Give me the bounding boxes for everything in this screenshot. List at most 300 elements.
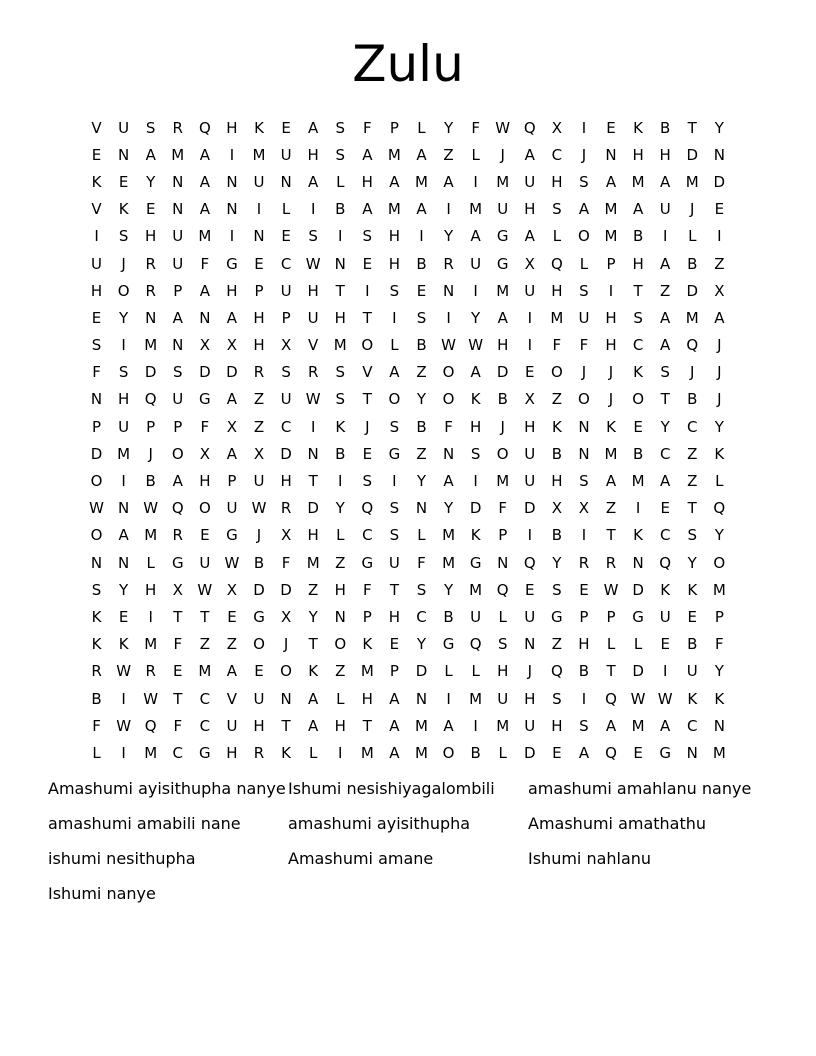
grid-letter: L — [715, 472, 724, 491]
grid-letter: S — [687, 526, 698, 545]
grid-letter: E — [91, 308, 102, 327]
grid-letter: G — [199, 743, 211, 762]
grid-letter: S — [389, 499, 400, 518]
grid-letter: F — [173, 635, 183, 654]
grid-letter: N — [253, 227, 265, 246]
grid-letter: L — [444, 662, 453, 681]
grid-letter: N — [226, 172, 238, 191]
grid-letter: H — [361, 689, 373, 708]
grid-letter: V — [308, 336, 319, 355]
grid-letter: W — [116, 716, 132, 735]
grid-letter: Q — [550, 662, 563, 681]
grid-letter: A — [660, 172, 671, 191]
grid-letter: H — [361, 172, 373, 191]
grid-letter: U — [199, 553, 211, 572]
grid-letter: K — [470, 526, 481, 545]
grid-letter: Z — [226, 635, 238, 654]
grid-letter: A — [308, 172, 319, 191]
grid-letter: A — [443, 472, 454, 491]
grid-letter: G — [388, 444, 401, 463]
grid-letter: A — [660, 716, 671, 735]
grid-letter: U — [524, 607, 536, 626]
grid-letter: I — [148, 607, 153, 626]
grid-letter: M — [604, 444, 618, 463]
grid-letter: H — [253, 336, 265, 355]
grid-letter: S — [633, 308, 643, 327]
grid-letter: S — [173, 363, 183, 382]
grid-letter: U — [226, 499, 238, 518]
grid-letter: S — [335, 363, 345, 382]
grid-letter: G — [171, 553, 184, 572]
grid-letter: H — [145, 227, 157, 246]
grid-letter: B — [578, 662, 590, 681]
grid-letter: K — [714, 689, 725, 708]
grid-letter: O — [496, 444, 509, 463]
grid-letter: S — [362, 227, 373, 246]
grid-letter: W — [441, 336, 456, 355]
grid-letter: X — [551, 118, 562, 137]
grid-letter: A — [416, 145, 427, 164]
grid-letter: S — [389, 526, 400, 545]
grid-letter: M — [469, 200, 483, 219]
grid-letter: D — [632, 662, 644, 681]
grid-row — [83, 631, 733, 658]
grid-letter: E — [281, 118, 291, 137]
grid-letter: A — [362, 200, 373, 219]
grid-letter: G — [496, 254, 509, 273]
grid-letter: J — [256, 526, 262, 545]
grid-letter: A — [389, 743, 400, 762]
grid-letter: M — [496, 716, 510, 735]
grid-letter: J — [717, 390, 722, 409]
grid-letter: T — [660, 390, 670, 409]
grid-letter: I — [446, 308, 451, 327]
grid-letter: E — [362, 254, 373, 273]
grid-letter: C — [687, 417, 698, 436]
grid-letter: I — [662, 227, 668, 246]
grid-letter: H — [551, 172, 563, 191]
grid-letter: J — [690, 363, 695, 382]
grid-letter: F — [579, 336, 589, 355]
grid-letter: R — [145, 662, 156, 681]
grid-letter: H — [551, 716, 563, 735]
grid-letter: A — [226, 662, 238, 681]
grid-letter: N — [90, 390, 103, 409]
grid-letter: H — [524, 417, 536, 436]
grid-letter: M — [469, 580, 483, 599]
grid-letter: N — [334, 254, 346, 273]
grid-letter: D — [280, 444, 292, 463]
grid-letter: B — [91, 689, 102, 708]
grid-letter: F — [200, 254, 210, 273]
grid-letter: M — [144, 743, 158, 762]
grid-letter: A — [308, 118, 319, 137]
grid-letter: X — [253, 444, 265, 463]
grid-letter: A — [362, 145, 373, 164]
grid-letter: E — [416, 281, 427, 300]
grid-letter: A — [524, 227, 535, 246]
grid-letter: N — [334, 607, 346, 626]
grid-letter: D — [199, 363, 211, 382]
grid-letter: B — [551, 444, 563, 463]
grid-letter: T — [362, 390, 372, 409]
grid-letter: N — [524, 635, 536, 654]
grid-letter: H — [334, 716, 346, 735]
grid-letter: B — [335, 200, 346, 219]
grid-letter: Q — [496, 580, 509, 599]
grid-letter: N — [118, 553, 130, 572]
grid-letter: N — [307, 444, 319, 463]
grid-letter: A — [660, 472, 671, 491]
word-list-item: Ishumi nahlanu — [528, 849, 652, 868]
grid-letter: U — [524, 472, 536, 491]
grid-letter: J — [717, 363, 722, 382]
grid-letter: T — [362, 308, 372, 327]
grid-letter: N — [686, 743, 698, 762]
grid-letter: X — [280, 336, 292, 355]
grid-letter: H — [578, 635, 590, 654]
grid-letter: M — [496, 172, 510, 191]
grid-letter: S — [579, 281, 589, 300]
grid-letter: Y — [714, 526, 724, 545]
grid-letter: B — [632, 227, 644, 246]
grid-letter: T — [308, 472, 318, 491]
grid-letter: Z — [714, 254, 725, 273]
grid-letter: Y — [119, 580, 129, 599]
grid-letter: U — [307, 308, 319, 327]
grid-letter: D — [307, 499, 319, 518]
grid-letter: S — [660, 363, 670, 382]
grid-letter: C — [659, 444, 671, 463]
grid-letter: F — [471, 118, 480, 137]
grid-letter: I — [473, 172, 478, 191]
grid-letter: L — [417, 118, 426, 137]
grid-letter: J — [608, 363, 614, 382]
grid-letter: N — [172, 172, 184, 191]
grid-letter: S — [118, 363, 129, 382]
grid-letter: L — [308, 743, 318, 762]
grid-letter: I — [527, 336, 532, 355]
grid-letter: J — [581, 363, 587, 382]
grid-letter: A — [145, 145, 156, 164]
grid-letter: S — [470, 444, 481, 463]
grid-letter: U — [524, 716, 536, 735]
grid-letter: M — [631, 716, 645, 735]
grid-letter: H — [307, 145, 319, 164]
grid-letter: A — [605, 716, 617, 735]
grid-letter: A — [714, 308, 725, 327]
grid-letter: U — [497, 689, 509, 708]
grid-letter: M — [415, 172, 428, 191]
grid-letter: D — [632, 580, 644, 599]
grid-letter: G — [226, 526, 238, 545]
grid-letter: S — [145, 118, 156, 137]
grid-letter: I — [94, 227, 99, 246]
grid-letter: D — [524, 499, 536, 518]
grid-letter: N — [90, 553, 103, 572]
grid-letter: D — [469, 499, 482, 518]
grid-letter: M — [550, 308, 564, 327]
grid-letter: K — [118, 200, 129, 219]
grid-letter: S — [91, 580, 102, 599]
grid-row — [83, 277, 733, 304]
grid-letter: S — [416, 308, 427, 327]
grid-letter: W — [468, 336, 484, 355]
word-list-item: ishumi nesithupha — [48, 849, 196, 868]
grid-letter: B — [687, 390, 698, 409]
grid-letter: B — [443, 607, 454, 626]
grid-letter: I — [581, 526, 587, 545]
grid-letter: O — [442, 743, 455, 762]
grid-letter: B — [416, 336, 427, 355]
grid-letter: A — [172, 308, 183, 327]
grid-letter: T — [633, 281, 643, 300]
grid-letter: Z — [687, 444, 698, 463]
grid-letter: Z — [551, 635, 562, 654]
grid-letter: V — [91, 118, 102, 137]
grid-letter: I — [121, 689, 126, 708]
grid-letter: P — [173, 281, 183, 300]
grid-letter: J — [500, 417, 505, 436]
grid-letter: K — [91, 607, 102, 626]
grid-letter: B — [335, 444, 346, 463]
grid-letter: U — [524, 172, 536, 191]
grid-letter: O — [280, 662, 292, 681]
grid-letter: H — [307, 281, 319, 300]
grid-letter: J — [527, 662, 532, 681]
grid-letter: A — [226, 444, 238, 463]
grid-letter: L — [606, 635, 616, 654]
grid-letter: M — [604, 200, 618, 219]
grid-letter: A — [632, 200, 644, 219]
grid-letter: O — [90, 472, 103, 491]
grid-letter: N — [280, 172, 292, 191]
grid-letter: W — [224, 553, 240, 572]
grid-letter: Y — [416, 472, 427, 491]
grid-letter: J — [608, 390, 614, 409]
grid-letter: R — [172, 526, 183, 545]
grid-letter: H — [226, 118, 238, 137]
grid-letter: L — [390, 336, 399, 355]
grid-row — [83, 603, 733, 630]
grid-letter: E — [687, 607, 697, 626]
grid-letter: E — [254, 254, 264, 273]
grid-letter: U — [226, 716, 238, 735]
grid-letter: E — [633, 743, 643, 762]
grid-letter: N — [442, 444, 455, 463]
grid-letter: H — [632, 254, 644, 273]
grid-letter: T — [281, 716, 291, 735]
grid-letter: R — [443, 254, 454, 273]
grid-letter: Z — [253, 417, 265, 436]
grid-letter: H — [334, 580, 346, 599]
grid-letter: H — [497, 336, 509, 355]
word-list-item: Ishumi nesishiyagalombili — [288, 779, 495, 798]
grid-letter: D — [415, 662, 428, 681]
grid-letter: U — [280, 390, 292, 409]
grid-letter: M — [631, 472, 645, 491]
grid-letter: Q — [659, 553, 672, 572]
grid-letter: E — [362, 444, 373, 463]
grid-letter: I — [229, 227, 235, 246]
word-list-item: amashumi amabili nane — [48, 814, 241, 833]
grid-letter: C — [362, 526, 373, 545]
grid-letter: T — [362, 716, 372, 735]
grid-letter: S — [552, 580, 562, 599]
grid-letter: Z — [253, 390, 265, 409]
grid-letter: K — [470, 390, 481, 409]
grid-letter: D — [90, 444, 103, 463]
grid-letter: Y — [335, 499, 345, 518]
grid-letter: A — [497, 308, 508, 327]
grid-letter: U — [253, 172, 265, 191]
grid-letter: Q — [686, 336, 699, 355]
grid-row — [83, 685, 733, 712]
word-list-item: Amashumi ayisithupha nanye — [48, 779, 286, 798]
grid-letter: K — [660, 580, 671, 599]
grid-letter: T — [335, 281, 345, 300]
grid-letter: Q — [171, 499, 184, 518]
grid-letter: F — [498, 499, 508, 518]
grid-letter: J — [581, 145, 587, 164]
grid-letter: H — [524, 689, 536, 708]
grid-letter: U — [253, 472, 265, 491]
grid-letter: H — [497, 662, 509, 681]
grid-row — [83, 522, 733, 549]
grid-letter: K — [633, 526, 644, 545]
grid-letter: F — [92, 716, 101, 735]
grid-letter: U — [470, 607, 482, 626]
grid-letter: M — [144, 635, 158, 654]
grid-letter: A — [389, 716, 400, 735]
grid-letter: W — [305, 390, 321, 409]
grid-letter: H — [659, 145, 671, 164]
grid-letter: H — [226, 281, 238, 300]
grid-letter: X — [524, 390, 535, 409]
grid-letter: H — [605, 336, 617, 355]
grid-letter: I — [527, 308, 532, 327]
grid-letter: S — [281, 363, 291, 382]
grid-letter: M — [171, 145, 185, 164]
grid-letter: U — [524, 444, 536, 463]
grid-letter: Q — [713, 499, 726, 518]
grid-letter: K — [91, 172, 102, 191]
grid-letter: L — [688, 227, 697, 246]
grid-letter: Z — [551, 390, 562, 409]
grid-letter: W — [251, 499, 267, 518]
grid-letter: Y — [471, 308, 481, 327]
grid-letter: W — [305, 254, 321, 273]
grid-letter: H — [334, 308, 346, 327]
grid-letter: E — [660, 635, 670, 654]
grid-letter: S — [552, 200, 562, 219]
grid-letter: E — [525, 580, 535, 599]
grid-letter: R — [145, 254, 156, 273]
grid-letter: H — [307, 526, 319, 545]
grid-letter: H — [117, 390, 130, 409]
grid-letter: U — [172, 390, 184, 409]
grid-letter: G — [496, 227, 509, 246]
grid-letter: C — [416, 607, 427, 626]
grid-letter: L — [498, 607, 507, 626]
grid-letter: U — [659, 607, 671, 626]
grid-letter: Y — [443, 227, 454, 246]
grid-letter: G — [361, 553, 374, 572]
grid-letter: I — [635, 499, 641, 518]
grid-letter: E — [579, 580, 589, 599]
grid-letter: L — [146, 553, 155, 572]
grid-letter: T — [687, 118, 697, 137]
grid-letter: L — [498, 743, 507, 762]
grid-letter: K — [281, 743, 291, 762]
grid-letter: O — [198, 499, 211, 518]
grid-letter: N — [497, 553, 509, 572]
grid-letter: C — [172, 743, 184, 762]
grid-letter: G — [469, 553, 482, 572]
grid-letter: E — [714, 200, 725, 219]
grid-letter: O — [632, 390, 644, 409]
grid-letter: R — [578, 553, 590, 572]
grid-letter: S — [335, 145, 345, 164]
grid-letter: W — [603, 580, 619, 599]
grid-letter: M — [631, 172, 645, 191]
grid-letter: U — [470, 254, 482, 273]
grid-letter: M — [442, 553, 456, 572]
grid-row — [83, 440, 733, 467]
grid-letter: K — [91, 635, 102, 654]
grid-letter: H — [253, 716, 265, 735]
grid-letter: T — [389, 580, 399, 599]
grid-letter: Y — [714, 118, 724, 137]
grid-letter: P — [714, 607, 724, 626]
grid-letter: N — [280, 689, 292, 708]
grid-letter: U — [388, 553, 400, 572]
grid-letter: U — [578, 308, 590, 327]
grid-letter: O — [90, 526, 103, 545]
grid-row — [83, 332, 733, 359]
grid-letter: E — [281, 227, 291, 246]
grid-letter: P — [146, 417, 156, 436]
grid-letter: B — [497, 390, 508, 409]
grid-letter: U — [118, 417, 130, 436]
grid-letter: M — [360, 743, 374, 762]
grid-letter: Q — [550, 254, 563, 273]
grid-letter: I — [229, 145, 235, 164]
grid-letter: S — [579, 472, 589, 491]
grid-letter: J — [148, 444, 153, 463]
grid-letter: P — [254, 281, 264, 300]
grid-letter: Q — [605, 743, 617, 762]
grid-letter: S — [497, 635, 508, 654]
grid-letter: U — [280, 145, 292, 164]
grid-letter: J — [717, 336, 722, 355]
grid-letter: W — [657, 689, 673, 708]
grid-letter: E — [633, 417, 643, 436]
grid-letter: G — [659, 743, 671, 762]
grid-letter: I — [419, 227, 424, 246]
grid-letter: G — [226, 254, 238, 273]
grid-letter: G — [199, 390, 211, 409]
grid-letter: M — [685, 172, 699, 191]
grid-letter: B — [551, 526, 563, 545]
grid-letter: S — [389, 417, 400, 436]
grid-letter: U — [253, 689, 265, 708]
grid-letter: A — [470, 363, 481, 382]
grid-letter: P — [362, 607, 372, 626]
grid-letter: I — [338, 743, 343, 762]
grid-letter: D — [496, 363, 509, 382]
grid-letter: W — [143, 689, 159, 708]
